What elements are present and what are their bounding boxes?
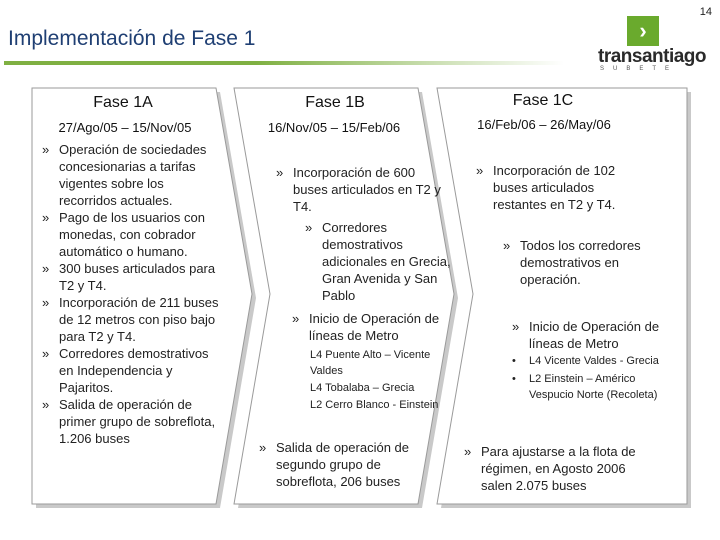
phase-1a-title: Fase 1A bbox=[93, 94, 153, 111]
phase-1b-lines bbox=[310, 347, 455, 413]
phase-1b-item1-sub bbox=[305, 219, 465, 304]
list-item: » Inicio de Operación de líneas de Metro bbox=[292, 310, 457, 344]
phase-1b-item1 bbox=[276, 164, 446, 215]
logo-sub: SUBETE bbox=[600, 66, 679, 72]
logo-name: transantiago bbox=[598, 46, 707, 67]
list-item: » Inicio de Operación de líneas de Metro bbox=[512, 318, 677, 352]
list-item: » Incorporación de 211 buses de 12 metros con piso bajo para T2 y T4. bbox=[42, 294, 222, 345]
list-item: » Todos los corredores demostrativos en operación. bbox=[503, 237, 663, 288]
phase-1a-list bbox=[42, 141, 222, 447]
list-item: » Incorporación de 102 buses articulados restantes en T2 y T4. bbox=[476, 162, 641, 213]
list-item: » Corredores demostrativos en Independencia y Pajaritos. bbox=[42, 345, 222, 396]
phase-1b-item3 bbox=[259, 439, 434, 490]
phase-1b-dates: 16/Nov/05 – 15/Feb/06 bbox=[267, 120, 401, 135]
phase-1c-dates: 16/Feb/06 – 26/May/06 bbox=[477, 117, 611, 132]
page-number: 14 bbox=[699, 6, 712, 18]
list-item: » 300 buses articulados para T2 y T4. bbox=[42, 260, 222, 294]
list-item: » Para ajustarse a la flota de régimen, en Agosto 2006 salen 2.075 buses bbox=[464, 443, 636, 494]
phase-1b-item2 bbox=[292, 310, 457, 344]
metro-line: L4 Puente Alto – Vicente Valdes bbox=[310, 349, 431, 377]
phase-1c-item4 bbox=[464, 443, 636, 494]
phase-1c-title: Fase 1C bbox=[512, 92, 574, 109]
phase-1a-dates: 27/Ago/05 – 15/Nov/05 bbox=[58, 120, 192, 135]
list-item: » Incorporación de 600 buses articulados en T2 y T4. bbox=[276, 164, 446, 215]
metro-line: • L2 Einstein – Américo Vespucio Norte (Recoleta) bbox=[512, 371, 662, 403]
chevron-right-icon: › bbox=[627, 16, 659, 46]
phase-1c-item2 bbox=[503, 237, 663, 288]
page-title: Implementación de Fase 1 bbox=[8, 27, 256, 50]
metro-line: L4 Tobalaba – Grecia bbox=[310, 382, 415, 394]
list-item: » Pago de los usuarios con monedas, con cobrador automático o humano. bbox=[42, 209, 222, 260]
list-item: » Operación de sociedades concesionarias a tarifas vigentes sobre los recorridos actuales. bbox=[42, 141, 222, 209]
phase-1c-lines bbox=[512, 353, 662, 403]
panel-1c bbox=[437, 88, 687, 504]
list-item: » Salida de operación de primer grupo de sobreflota, 1.206 buses bbox=[42, 396, 222, 447]
list-item: » Salida de operación de segundo grupo de sobreflota, 206 buses bbox=[259, 439, 434, 490]
phase-1c-item3 bbox=[512, 318, 677, 352]
list-item: » Corredores demostrativos adicionales en Grecia, Gran Avenida y San Pablo bbox=[305, 219, 465, 304]
phase-1b-title: Fase 1B bbox=[305, 94, 365, 111]
metro-line: • L4 Vicente Valdes - Grecia bbox=[512, 353, 662, 369]
metro-line: L2 Cerro Blanco - Einstein bbox=[310, 399, 439, 411]
phase-1c-item1 bbox=[476, 162, 641, 213]
